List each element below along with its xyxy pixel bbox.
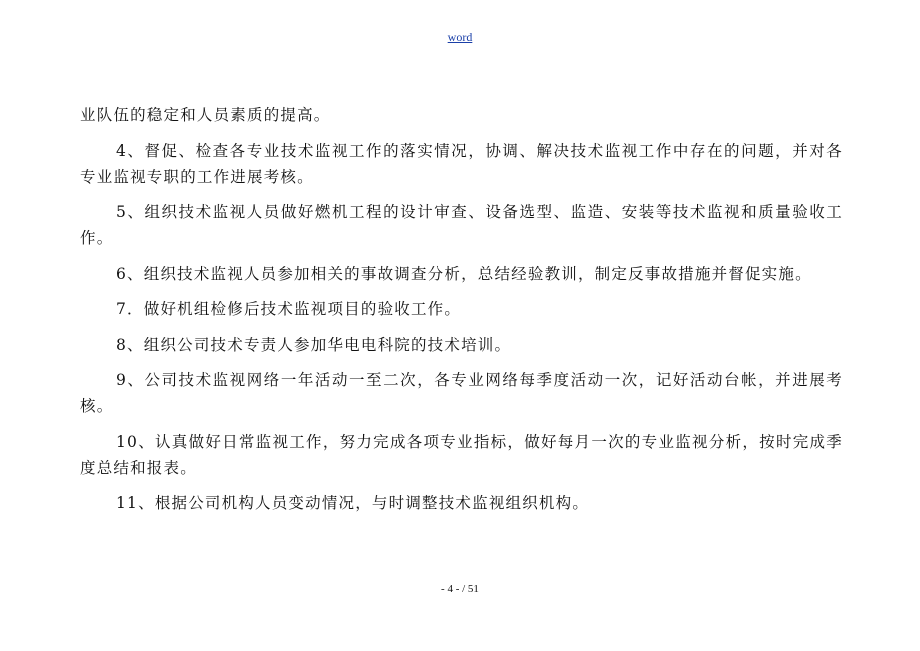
paragraph-item-7: 7．做好机组检修后技术监视项目的验收工作。 — [116, 300, 462, 318]
paragraph-item-5: 5、组织技术监视人员做好燃机工程的设计审查、设备选型、监造、安装等技术监视和质量验收工作。 — [80, 203, 843, 247]
paragraph-item-4: 4、督促、检查各专业技术监视工作的落实情况，协调、解决技术监视工作中存在的问题，并对各专业监视专职的工作进展考核。 — [80, 141, 843, 186]
paragraph-item-6: 6、组织技术监视人员参加相关的事故调查分析，总结经验教训，制定反事故措施并督促实施。 — [116, 264, 812, 283]
header-word-link[interactable]: word — [447, 30, 473, 44]
paragraph-item-11: 11、根据公司机构人员变动情况，与时调整技术监视组织机构。 — [116, 494, 590, 512]
page-number: - 4 - / 51 — [441, 583, 479, 595]
paragraph-item-9: 9、公司技术监视网络一年活动一至二次，各专业网络每季度活动一次，记好活动台帐，并进展考核。 — [80, 371, 843, 415]
paragraph-item-10: 10、认真做好日常监视工作，努力完成各项专业指标，做好每月一次的专业监视分析，按时完成季度总结和报表。 — [80, 432, 843, 477]
paragraph-continuation: 业队伍的稳定和人员素质的提高。 — [80, 106, 331, 124]
paragraph-item-8: 8、组织公司技术专责人参加华电电科院的技术培训。 — [116, 335, 512, 354]
document-body — [80, 102, 843, 526]
